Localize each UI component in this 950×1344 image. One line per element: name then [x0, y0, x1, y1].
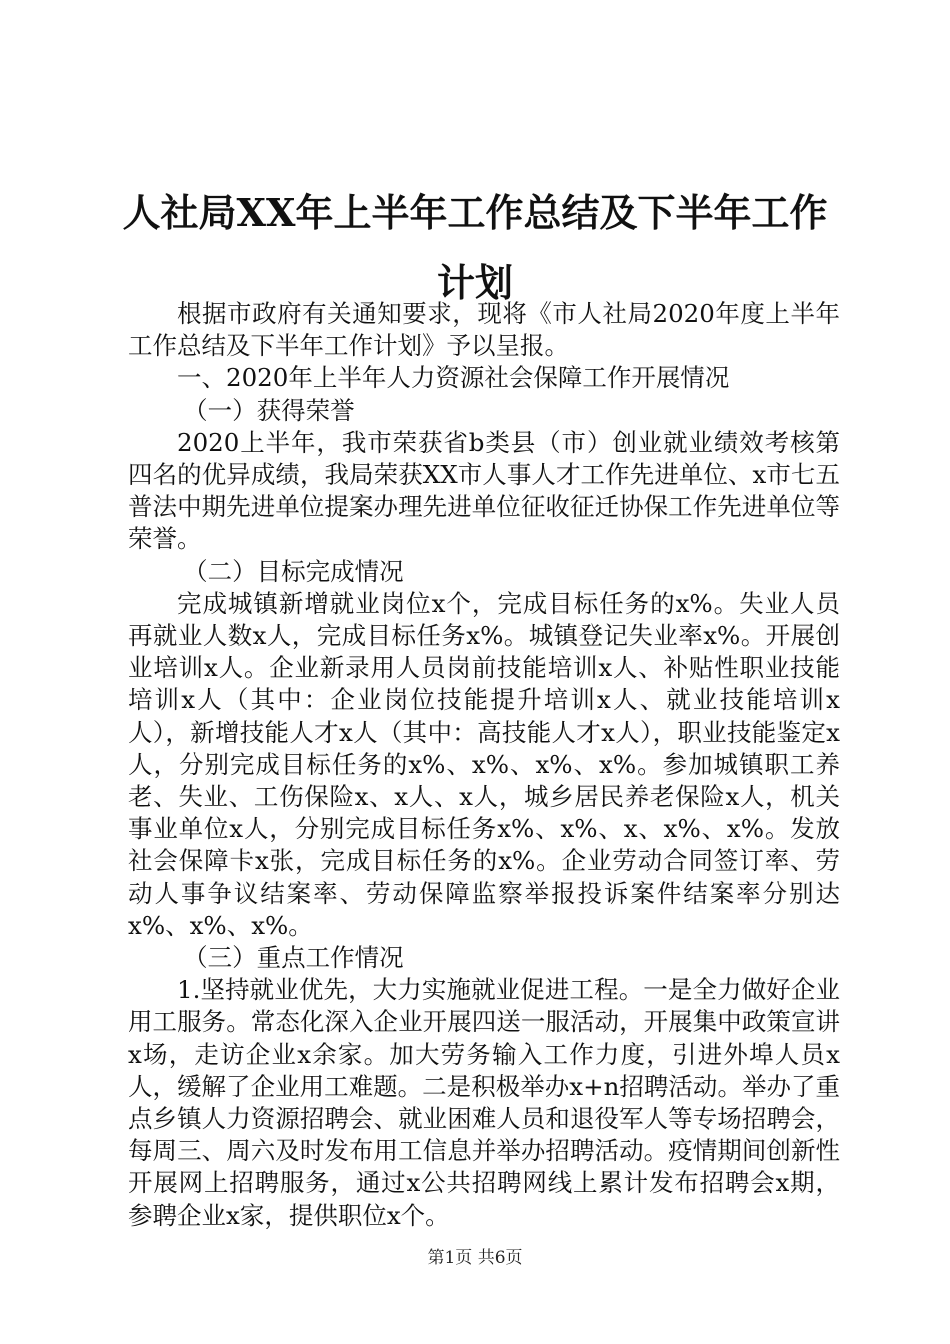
honors-paragraph: 2020上半年，我市荣获省b类县（市）创业就业绩效考核第四名的优异成绩，我局荣获XX市人事人才工作先进单位、x市七五普法中期先进单位提案办理先进单位征收征迁协保工作先进单位等荣誉。: [128, 427, 840, 554]
key-work-paragraph: 1.坚持就业优先，大力实施就业促进工程。一是全力做好企业用工服务。常态化深入企业开展四送一服活动，开展集中政策宣讲x场，走访企业x余家。加大劳务输入工作力度，引进外埠人员x人，缓解了企业用工难题。二是积极举办x+n招聘活动。举办了重点乡镇人力资源招聘会、就业困难人员和退役军人等专场招聘会，每周三、周六及时发布用工信息并举办招聘活动。疫情期间创新性开展网上招聘服务，通过x公共招聘网线上累计发布招聘会x期，参聘企业x家，提供职位x个。: [128, 975, 840, 1230]
intro-paragraph: 根据市政府有关通知要求，现将《市人社局2020年度上半年工作总结及下半年工作计划》予以呈报。: [128, 299, 840, 361]
document-body: [128, 298, 840, 1232]
subsection-heading-key-work: （三）重点工作情况: [183, 943, 404, 973]
subsection-heading-honors: （一）获得荣誉: [183, 395, 355, 425]
section-heading: 一、2020年上半年人力资源社会保障工作开展情况: [177, 363, 730, 393]
page-footer: 第1页 共6页: [427, 1248, 523, 1268]
subsection-heading-targets: （二）目标完成情况: [183, 556, 404, 586]
document-title: 人社局XX年上半年工作总结及下半年工作计划: [122, 190, 828, 305]
targets-paragraph: 完成城镇新增就业岗位x个，完成目标任务的x%。失业人员再就业人数x人，完成目标任务x%。城镇登记失业率x%。开展创业培训x人。企业新录用人员岗前技能培训x人、补贴性职业技能培训x人（其中：企业岗位技能提升培训x人、就业技能培训x人），新增技能人才x人（其中：高技能人才x人），职业技能鉴定x人，分别完成目标任务的x%、x%、x%、x%。参加城镇职工养老、失业、工伤保险x、x人、x人，城乡居民养老保险x人，机关事业单位x人，分别完成目标任务x%、x%、x、x%、x%。发放社会保障卡x张，完成目标任务的x%。企业劳动合同签订率、劳动人事争议结案率、劳动保障监察举报投诉案件结案率分别达x%、x%、x%。: [128, 588, 840, 940]
